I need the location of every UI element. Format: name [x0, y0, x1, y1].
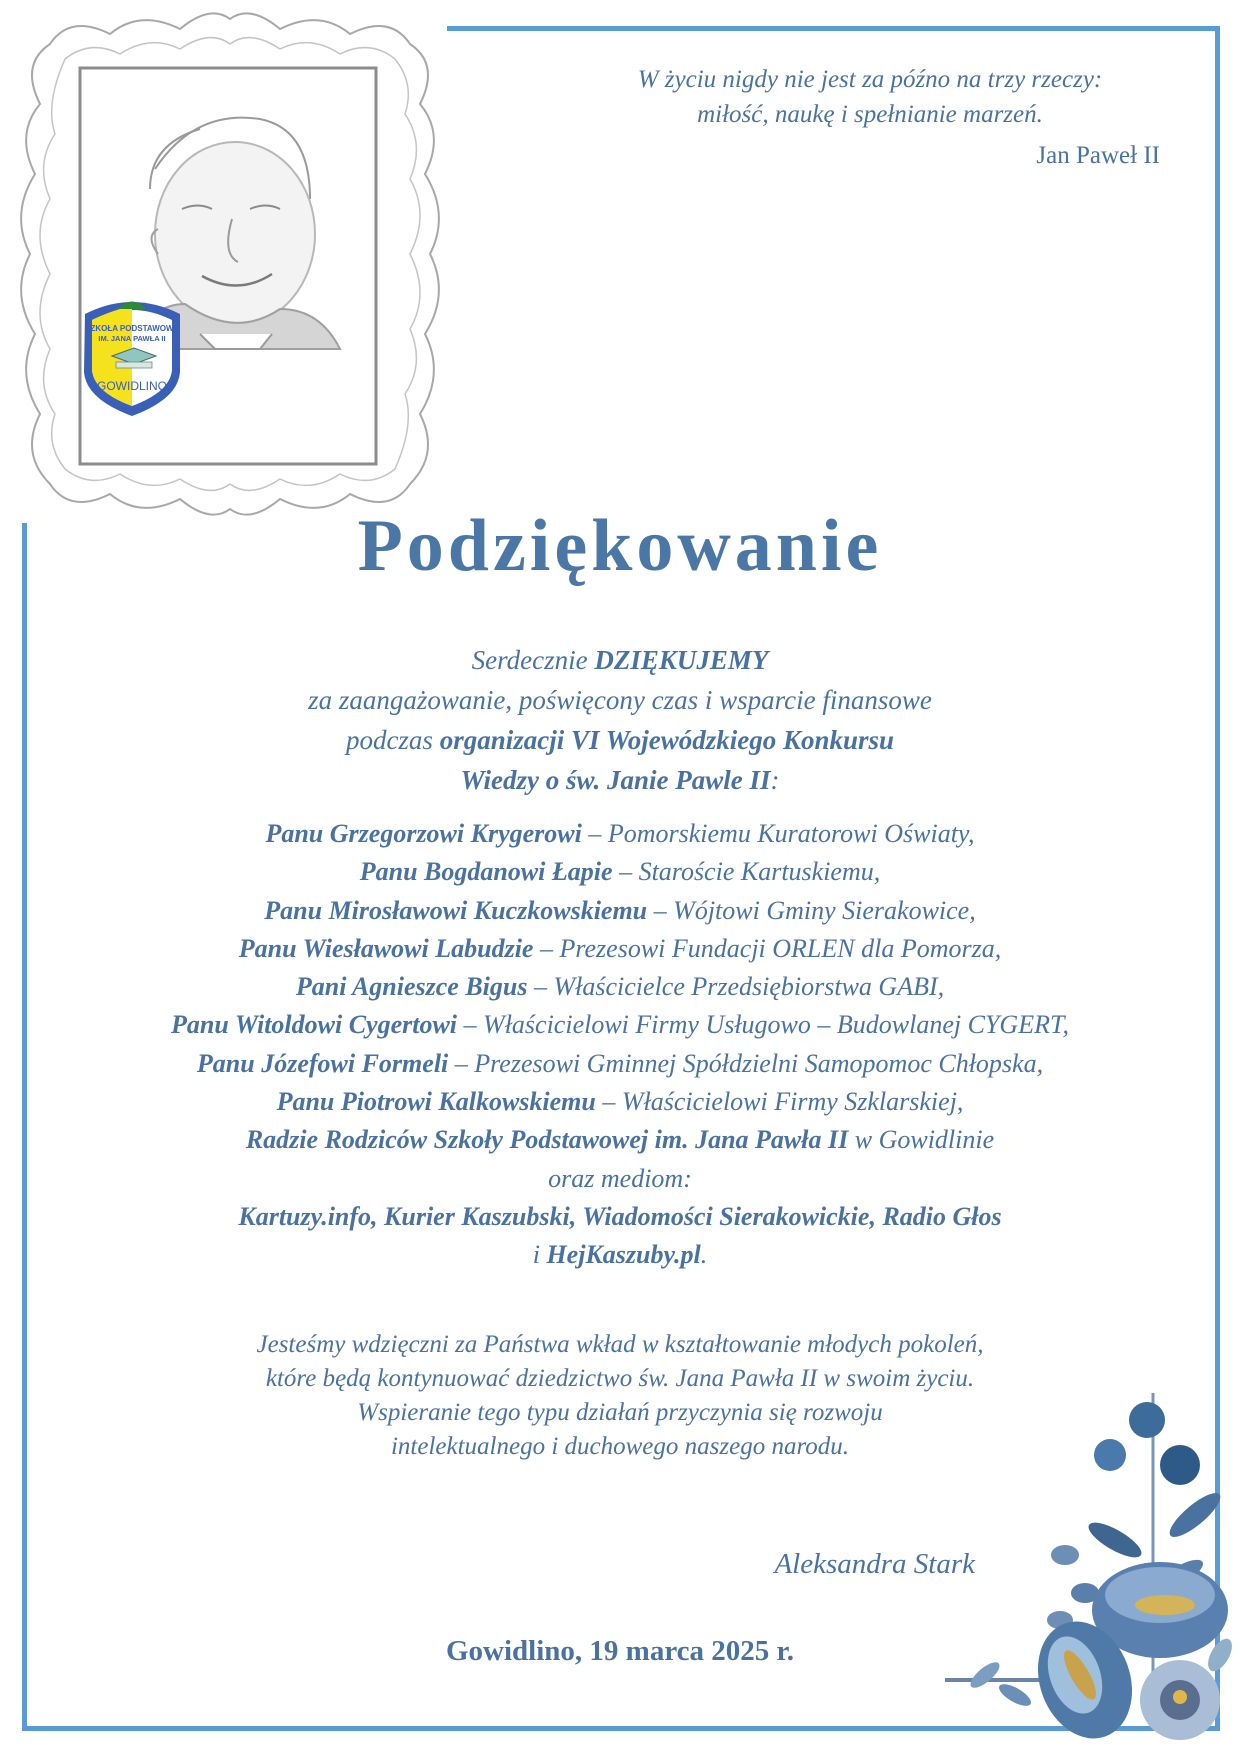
- thanks-item: [30, 853, 1210, 891]
- intro-text: [100, 640, 1140, 800]
- media-connector: i: [532, 1240, 547, 1270]
- thanks-name: Panu Witoldowi Cygertowi: [170, 1010, 458, 1040]
- logo-text-line2: IM. JANA PAWŁA II: [98, 334, 166, 343]
- place-date: Gowidlino, 19 marca 2025 r.: [445, 1635, 794, 1667]
- media-names: HejKaszuby.pl: [546, 1240, 701, 1270]
- closing-line: intelektualnego i duchowego naszego narodu.: [390, 1433, 850, 1460]
- logo-text-bottom: GOWIDLINO: [96, 379, 168, 393]
- thanks-name: Panu Mirosławowi Kuczkowskiemu: [264, 895, 648, 925]
- thanks-role: – Staroście Kartuskiemu,: [612, 857, 881, 887]
- thanks-role: – Właścicielce Przedsiębiorstwa GABI,: [527, 972, 945, 1002]
- thanks-item: [30, 1006, 1210, 1044]
- closing-line: które będą kontynuować dziedzictwo św. Jana Pawła II w swoim życiu.: [265, 1365, 975, 1392]
- thanks-name: Panu Józefowi Formeli: [196, 1048, 449, 1078]
- intro-line-2: za zaangażowanie, poświęcony czas i wsparcie finansowe: [308, 685, 932, 715]
- flower-icons: [1022, 1562, 1228, 1752]
- thanks-role: – Właścicielowi Firmy Szklarskiej,: [595, 1087, 964, 1117]
- thanks-name: Panu Piotrowi Kalkowskiemu: [276, 1087, 596, 1117]
- page-border-top: [447, 26, 1220, 31]
- thanks-role: – Właścicielowi Firmy Usługowo – Budowlanej CYGERT,: [457, 1010, 1069, 1040]
- quote: [560, 62, 1180, 132]
- thanks-item: [30, 892, 1210, 930]
- intro-text-bold: DZIĘKUJEMY: [594, 645, 769, 675]
- thanks-name: Panu Wiesławowi Labudzie: [238, 933, 534, 963]
- thanks-role: – Prezesowi Fundacji ORLEN dla Pomorza,: [533, 933, 1002, 963]
- thanks-item: [30, 815, 1210, 853]
- thanks-name: Radzie Rodziców Szkoły Podstawowej im. Jana Pawła II: [245, 1125, 849, 1155]
- media-line-1: [30, 1198, 1210, 1236]
- portrait-frame-image: [10, 4, 450, 524]
- page-border-left: [22, 523, 27, 1731]
- thanks-name: Panu Grzegorzowi Krygerowi: [265, 819, 582, 848]
- quote-line-2: miłość, naukę i spełnianie marzeń.: [697, 101, 1043, 128]
- closing-line: Wspieranie tego typu działań przyczynia się rozwoju: [357, 1399, 883, 1426]
- thanks-item: [30, 1083, 1210, 1121]
- logo-text-line1: SZKOŁA PODSTAWOWA: [85, 324, 179, 333]
- media-intro: oraz mediom:: [548, 1163, 692, 1193]
- closing-line: Jesteśmy wdzięczni za Państwa wkład w kształtowanie młodych pokoleń,: [256, 1331, 984, 1358]
- intro-text-plain: :: [770, 765, 780, 795]
- document-title: Podziękowanie: [357, 505, 883, 587]
- thanks-name: Pani Agnieszce Bigus: [295, 972, 528, 1002]
- intro-line-3: [100, 720, 1140, 760]
- signature: Aleksandra Stark: [774, 1548, 975, 1580]
- media-period: .: [700, 1240, 708, 1270]
- quote-line-1: W życiu nigdy nie jest za późno na trzy rzeczy:: [637, 66, 1103, 93]
- berry-icons: [1094, 1402, 1200, 1485]
- thanks-item: [30, 1121, 1210, 1159]
- thanks-role: – Prezesowi Gminnej Spółdzielni Samopomoc Chłopska,: [448, 1048, 1044, 1078]
- quote-author: Jan Paweł II: [1036, 142, 1160, 169]
- flower-decoration-image: [925, 1375, 1240, 1754]
- thanks-item: [30, 930, 1210, 968]
- intro-text-plain: podczas: [345, 725, 440, 755]
- intro-text-plain: Serdecznie: [471, 645, 595, 675]
- media-names: Kartuzy.info, Kurier Kaszubski, Wiadomości Sierakowickie, Radio Głos: [238, 1201, 1002, 1231]
- intro-text-bold: organizacji VI Wojewódzkiego Konkursu: [439, 725, 895, 755]
- thanks-role: w Gowidlinie: [848, 1125, 995, 1155]
- thanks-item: [30, 968, 1210, 1006]
- intro-text-bold: Wiedzy o św. Janie Pawle II: [460, 765, 771, 795]
- thanks-list: [30, 815, 1210, 1275]
- thanks-name: Panu Bogdanowi Łapie: [359, 857, 613, 887]
- thanks-role: – Pomorskiemu Kuratorowi Oświaty,: [581, 819, 975, 848]
- intro-line-4: [100, 760, 1140, 800]
- intro-line-1: [100, 640, 1140, 680]
- media-line-2: [30, 1236, 1210, 1274]
- thanks-role: – Wójtowi Gminy Sierakowice,: [647, 895, 976, 925]
- thanks-item: [30, 1045, 1210, 1083]
